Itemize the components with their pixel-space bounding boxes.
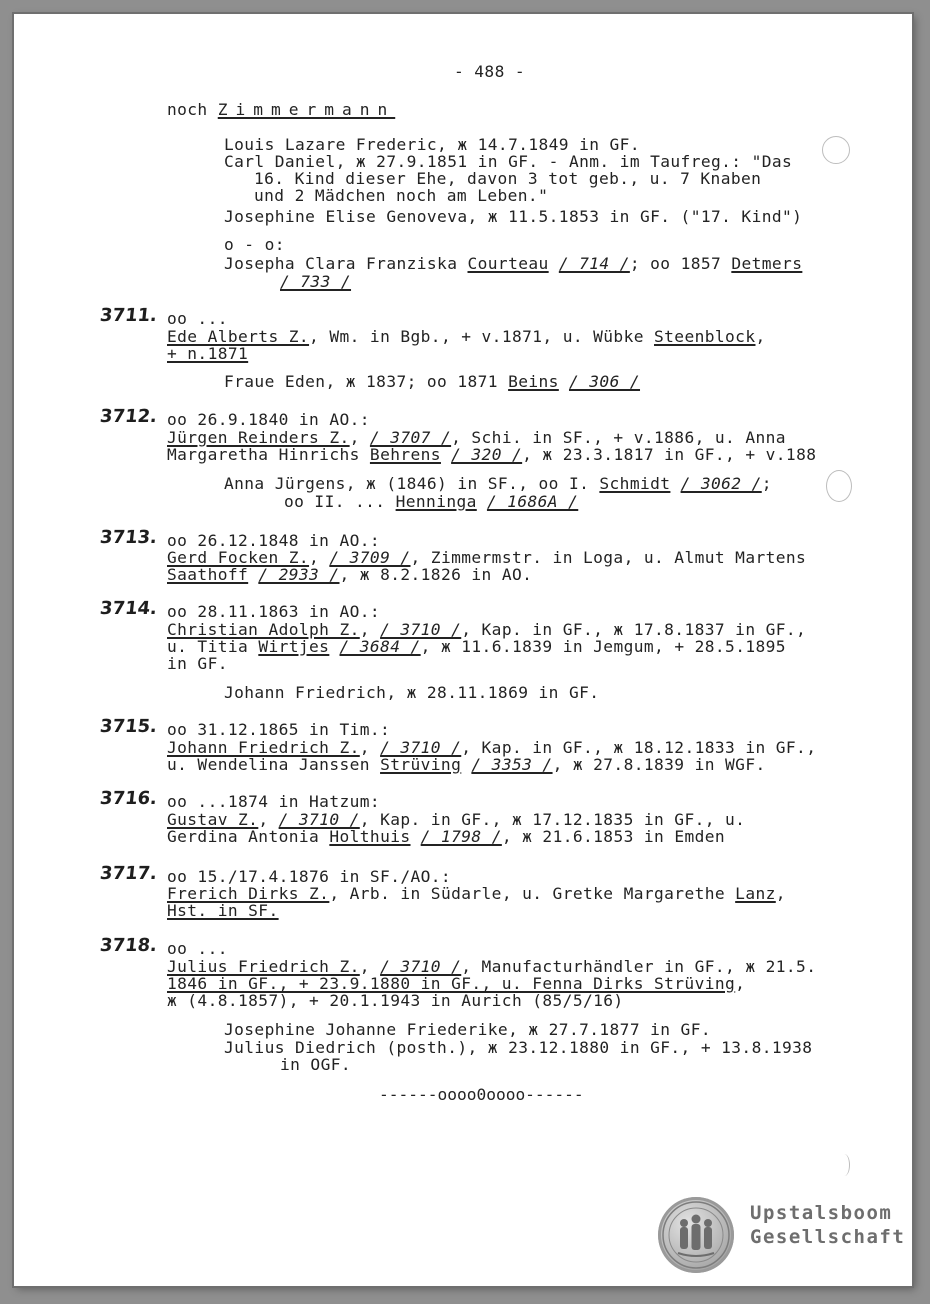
child-line-2 bbox=[284, 492, 578, 511]
cross-reference: / 2933 / bbox=[258, 565, 340, 584]
entry-line: in GF. bbox=[167, 654, 228, 673]
wife-surname: Wirtjes bbox=[258, 637, 330, 656]
entry-header: oo 26.9.1840 in AO.: bbox=[167, 410, 370, 429]
entry-number: 3711. bbox=[98, 305, 159, 326]
wife-surname: Strüving bbox=[654, 974, 736, 993]
child-line: in OGF. bbox=[280, 1055, 352, 1074]
upstalsboom-logo bbox=[658, 1197, 908, 1277]
child-line: 16. Kind dieser Ehe, davon 3 tot geb., u. 7 Knaben bbox=[254, 169, 762, 188]
cross-reference: / 3684 / bbox=[339, 637, 421, 656]
entry-text: Gerdina Antonia bbox=[167, 827, 330, 846]
entry-text: , Zimmermstr. in Loga, u. Almut Martens bbox=[410, 548, 807, 567]
heading-surname: Zimmermann bbox=[217, 100, 396, 119]
section-heading bbox=[167, 100, 395, 119]
entry-number: 3716. bbox=[98, 788, 159, 809]
spouse-surname: Beins bbox=[508, 372, 559, 391]
logo-line-2: Gesellschaft bbox=[750, 1226, 906, 1248]
child-text: Fraue Eden, ж 1837; oo 1871 bbox=[224, 372, 509, 391]
scan-mark bbox=[839, 1154, 850, 1176]
wife-surname: Lanz bbox=[735, 884, 776, 903]
child-line bbox=[224, 474, 772, 493]
entry-text: , Schi. in SF., + v.1886, u. Anna bbox=[451, 428, 786, 447]
scan-page-frame bbox=[14, 14, 912, 1286]
entry-line: Hst. in SF. bbox=[167, 901, 279, 920]
child-line: Johann Friedrich, ж 28.11.1869 in GF. bbox=[224, 683, 600, 702]
entry-number: 3712. bbox=[98, 406, 159, 427]
entry-header: oo 15./17.4.1876 in SF./AO.: bbox=[167, 867, 452, 886]
entry-text: u. Titia bbox=[167, 637, 259, 656]
entry-text: , ж 21.6.1853 in Emden bbox=[501, 827, 726, 846]
child-line: Josephine Elise Genoveva, ж 11.5.1853 in GF. ("17. Kind") bbox=[224, 207, 803, 226]
entry-text: , Wm. in Bgb., + v.1871, u. Wübke bbox=[309, 327, 655, 346]
entry-text: , bbox=[735, 974, 746, 993]
scan-mark bbox=[822, 136, 850, 164]
child-text: Anna Jürgens, ж (1846) in SF., oo I. bbox=[224, 474, 600, 493]
cross-reference: / 306 / bbox=[568, 372, 641, 391]
entry-text: , bbox=[349, 428, 370, 447]
child-line: Josephine Johanne Friederike, ж 27.7.1877 in GF. bbox=[224, 1020, 711, 1039]
end-divider: ------oooo0oooo------ bbox=[379, 1085, 584, 1104]
child-text: ; bbox=[761, 474, 772, 493]
entry-text: , bbox=[359, 620, 381, 639]
entry-text: , Kap. in GF., ж 17.12.1835 in GF., u. bbox=[359, 810, 746, 829]
entry-header: oo ... bbox=[167, 939, 228, 958]
child-line: Carl Daniel, ж 27.9.1851 in GF. - Anm. im Taufreg.: "Das bbox=[224, 152, 793, 171]
entry-text: , bbox=[359, 738, 381, 757]
page-number: - 488 - bbox=[454, 62, 526, 81]
husband-name: Johann Friedrich Z. bbox=[167, 738, 360, 757]
cross-reference: / 3710 / bbox=[278, 810, 360, 829]
scan-mark bbox=[826, 470, 852, 502]
entry-text: , bbox=[258, 810, 279, 829]
husband-name: Christian Adolph Z. bbox=[167, 620, 360, 639]
cross-reference: / 3710 / bbox=[380, 738, 462, 757]
entry-number: 3713. bbox=[98, 527, 159, 548]
entry-text: 1846 in GF., + 23.9.1880 in GF., u. Fenna Dirks bbox=[167, 974, 654, 993]
entry-line: + n.1871 bbox=[167, 344, 249, 363]
entry-text: u. Wendelina Janssen bbox=[167, 755, 381, 774]
entry-husband-line bbox=[167, 327, 766, 346]
entry-text: , ж 11.6.1839 in Jemgum, + 28.5.1895 bbox=[420, 637, 786, 656]
entry-line: ж (4.8.1857), + 20.1.1943 in Aurich (85/5/16) bbox=[167, 991, 624, 1010]
entry-wife-line bbox=[167, 827, 725, 846]
child-line: und 2 Mädchen noch am Leben." bbox=[254, 186, 549, 205]
cross-reference: / 714 / bbox=[558, 254, 630, 273]
marriage-mark: o - o: bbox=[224, 235, 285, 254]
cross-reference: / 3710 / bbox=[380, 957, 462, 976]
entry-header: oo ...1874 in Hatzum: bbox=[167, 792, 381, 811]
entry-number: 3715. bbox=[98, 716, 159, 737]
wife-surname: Saathoff bbox=[167, 565, 249, 584]
entry-text: , bbox=[775, 884, 786, 903]
wife-surname: Steenblock bbox=[654, 327, 756, 346]
wife-surname: Strüving bbox=[380, 755, 462, 774]
entry-text: , ж 27.8.1839 in WGF. bbox=[552, 755, 766, 774]
spouse-line bbox=[224, 254, 802, 273]
entry-text: , ж 23.3.1817 in GF., + v.188 bbox=[522, 445, 817, 464]
entry-text: , ж 8.2.1826 in AO. bbox=[339, 565, 533, 584]
entry-wife-line bbox=[167, 637, 786, 656]
cross-reference: / 1686A / bbox=[486, 492, 579, 511]
cross-reference: / 3353 / bbox=[471, 755, 553, 774]
spouse-text: Josepha Clara Franziska bbox=[224, 254, 468, 273]
husband-name: Frerich Dirks Z. bbox=[167, 884, 330, 903]
wife-surname: Holthuis bbox=[329, 827, 411, 846]
entry-wife-line bbox=[167, 755, 766, 774]
cross-reference: / 733 / bbox=[280, 272, 352, 291]
spouse-surname: Schmidt bbox=[599, 474, 671, 493]
wife-surname: Behrens bbox=[369, 445, 441, 464]
cross-reference: / 3707 / bbox=[369, 428, 452, 447]
heading-prefix: noch bbox=[167, 100, 208, 119]
spouse-surname: Detmers bbox=[731, 254, 803, 273]
husband-name: Ede Alberts Z. bbox=[167, 327, 310, 346]
child-line: Julius Diedrich (posth.), ж 23.12.1880 in GF., + 13.8.1938 bbox=[224, 1038, 813, 1057]
husband-name: Jürgen Reinders Z. bbox=[167, 428, 350, 447]
entry-text: , bbox=[359, 957, 381, 976]
husband-name: Gustav Z. bbox=[167, 810, 259, 829]
entry-text: , Manufacturhändler in GF., ж 21.5. bbox=[461, 957, 817, 976]
entry-number: 3718. bbox=[98, 935, 159, 956]
entry-header: oo 31.12.1865 in Tim.: bbox=[167, 720, 391, 739]
child-text: oo II. ... bbox=[284, 492, 396, 511]
entry-text: , bbox=[309, 548, 330, 567]
entry-header: oo 26.12.1848 in AO.: bbox=[167, 531, 381, 550]
entry-text: Margaretha Hinrichs bbox=[167, 445, 370, 464]
child-line bbox=[224, 372, 640, 391]
spouse-surname: Henninga bbox=[395, 492, 477, 511]
entry-wife-line bbox=[167, 565, 532, 584]
cross-reference: / 3710 / bbox=[380, 620, 462, 639]
entry-text: , Kap. in GF., ж 18.12.1833 in GF., bbox=[461, 738, 817, 757]
child-line: Louis Lazare Frederic, ж 14.7.1849 in GF. bbox=[224, 135, 640, 154]
entry-text: , Kap. in GF., ж 17.8.1837 in GF., bbox=[461, 620, 807, 639]
entry-text: , bbox=[755, 327, 766, 346]
husband-name: Gerd Focken Z. bbox=[167, 548, 310, 567]
entry-header: oo 28.11.1863 in AO.: bbox=[167, 602, 381, 621]
entry-wife-line bbox=[167, 445, 816, 464]
cross-reference: / 3062 / bbox=[680, 474, 762, 493]
entry-number: 3714. bbox=[98, 598, 159, 619]
entry-number: 3717. bbox=[98, 863, 159, 884]
document-page bbox=[14, 14, 912, 1286]
husband-name: Julius Friedrich Z. bbox=[167, 957, 360, 976]
spouse-line-2 bbox=[280, 272, 351, 291]
entry-header: oo ... bbox=[167, 309, 228, 328]
spouse-surname: Courteau bbox=[467, 254, 549, 273]
cross-reference: / 3709 / bbox=[329, 548, 411, 567]
logo-text bbox=[750, 1201, 905, 1249]
entry-text: , Arb. in Südarle, u. Gretke Margarethe bbox=[329, 884, 736, 903]
cross-reference: / 1798 / bbox=[420, 827, 502, 846]
logo-line-1: Upstalsboom bbox=[750, 1202, 893, 1224]
seal-icon bbox=[658, 1197, 734, 1273]
cross-reference: / 320 / bbox=[451, 445, 523, 464]
spouse-text: ; oo 1857 bbox=[629, 254, 732, 273]
